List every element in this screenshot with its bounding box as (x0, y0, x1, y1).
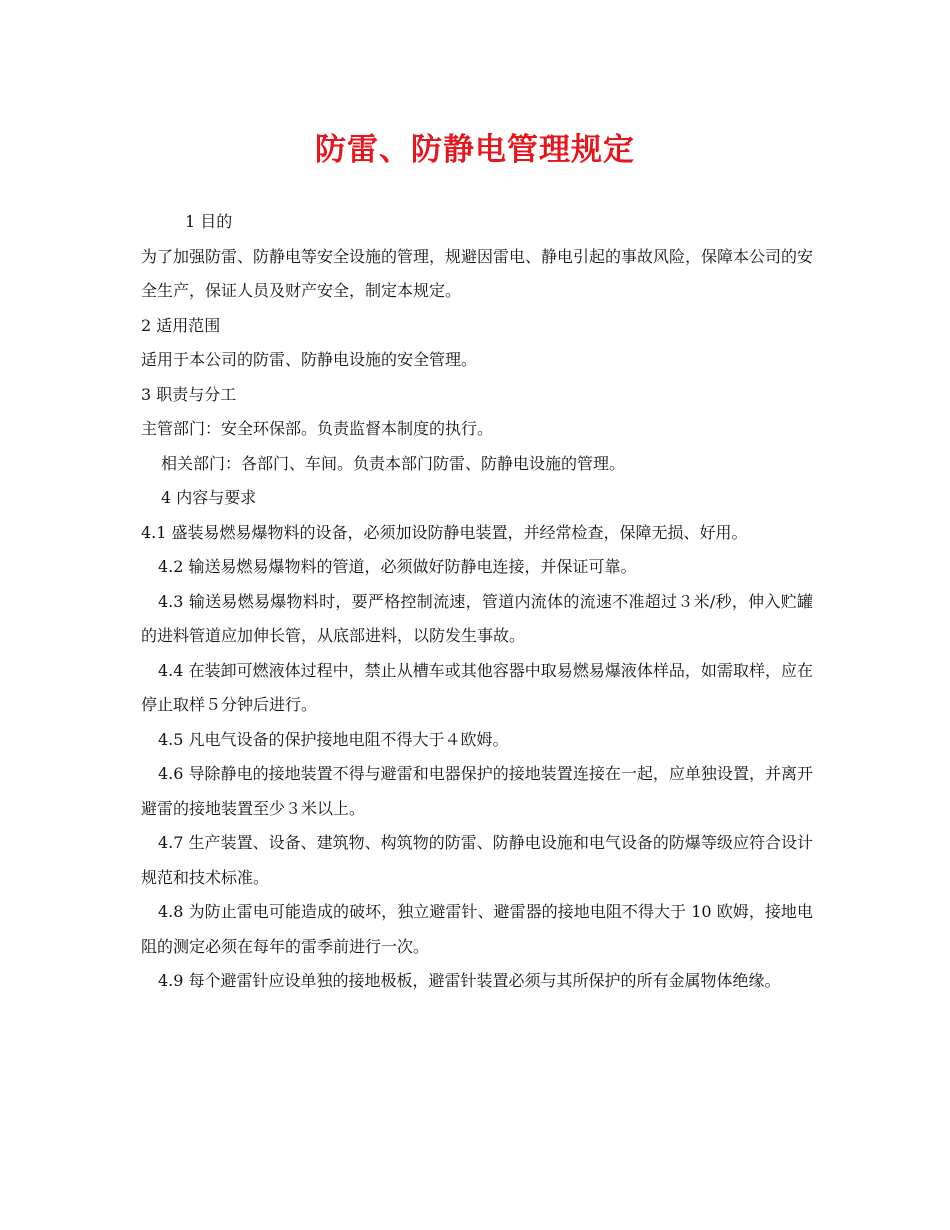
paragraph-responsible-department: 主管部门：安全环保部。负责监督本制度的执行。 (141, 419, 494, 438)
paragraph-purpose: 为了加强防雷、防静电等安全设施的管理，规避因雷电、静电引起的事故风险，保障本公司的安全生产，保证人员及财产安全，制定本规定。 (141, 246, 814, 300)
section-heading-requirements: 4 内容与要求 (161, 488, 257, 507)
clause-4-2: 4.2 输送易燃易爆物料的管道，必须做好防静电连接，并保证可靠。 (158, 557, 637, 576)
clause-4-6: 4.6 导除静电的接地装置不得与避雷和电器保护的接地装置连接在一起，应单独设置，并离开避雷的接地装置至少３米以上。 (141, 764, 813, 818)
clause-4-9: 4.9 每个避雷针应设单独的接地极板，避雷针装置必须与其所保护的所有金属物体绝缘。 (158, 971, 781, 990)
clause-4-7: 4.7 生产装置、设备、建筑物、构筑物的防雷、防静电设施和电气设备的防爆等级应符合设计规范和技术标准。 (141, 833, 813, 887)
clause-4-8: 4.8 为防止雷电可能造成的破坏，独立避雷针、避雷器的接地电阻不得大于 10 欧姆，接地电阻的测定必须在每年的雷季前进行一次。 (141, 902, 813, 956)
document-title: 防雷、防静电管理规定 (315, 132, 635, 168)
section-heading-purpose: 1 目的 (185, 212, 233, 231)
clause-4-1: 4.1 盛装易燃易爆物料的设备，必须加设防静电装置，并经常检查，保障无损、好用。 (141, 522, 748, 542)
clause-4-3: 4.3 输送易燃易爆物料时，要严格控制流速，管道内流体的流速不准超过３米/秒，伸入贮罐的进料管道应加伸长管，从底部进料，以防发生事故。 (141, 591, 813, 645)
clause-4-5: 4.5 凡电气设备的保护接地电阻不得大于４欧姆。 (158, 729, 509, 749)
section-heading-responsibilities: 3 职责与分工 (141, 384, 237, 404)
paragraph-related-departments: 相关部门：各部门、车间。负责本部门防雷、防静电设施的管理。 (161, 453, 626, 473)
document-body (141, 205, 813, 999)
section-heading-scope: 2 适用范围 (141, 315, 221, 335)
paragraph-scope: 适用于本公司的防雷、防静电设施的安全管理。 (141, 350, 478, 369)
clause-4-4: 4.4 在装卸可燃液体过程中，禁止从槽车或其他容器中取易燃易爆液体样品，如需取样，应在停止取样５分钟后进行。 (141, 660, 813, 714)
